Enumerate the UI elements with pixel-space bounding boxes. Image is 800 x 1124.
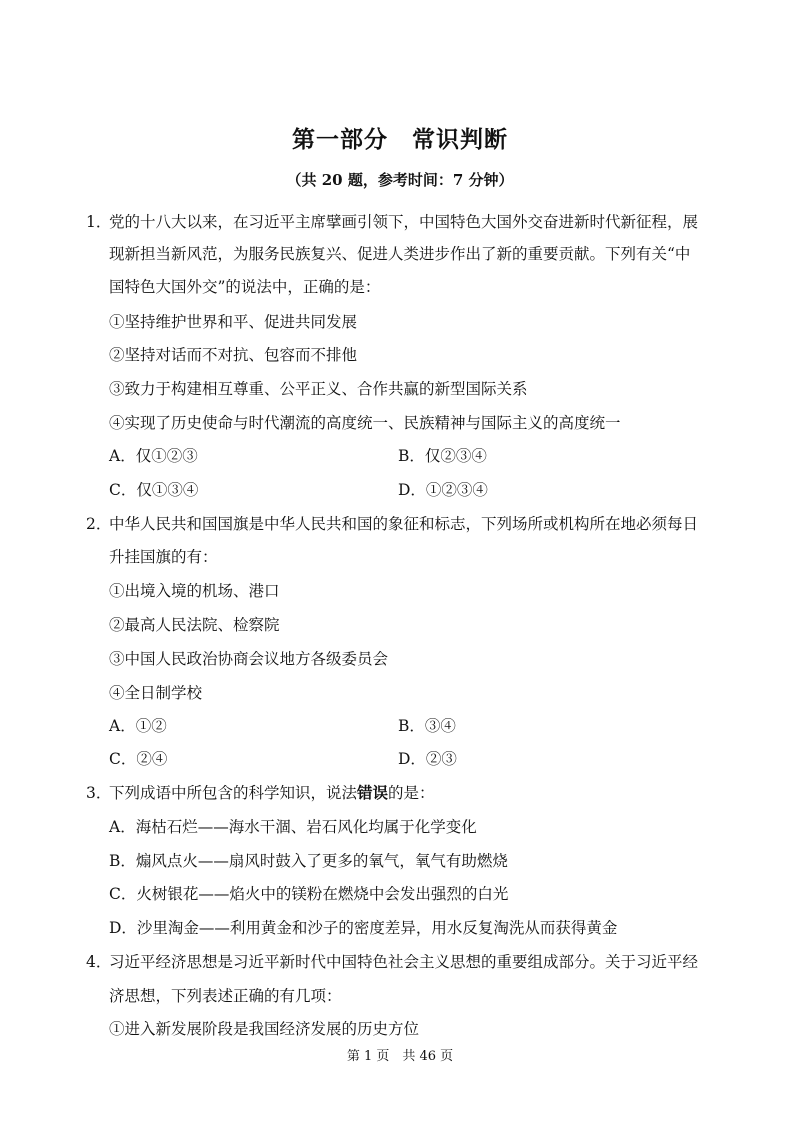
page-subtitle: （共 20 题，参考时间：7 分钟） <box>286 171 514 189</box>
question-number: 3． <box>86 784 112 802</box>
question-stem-line: 济思想，下列表述正确的有几项： <box>109 987 342 1005</box>
stem-text: 的是： <box>388 784 435 802</box>
statement: ④实现了历史使命与时代潮流的高度统一、民族精神与国际主义的高度统一 <box>109 414 621 432</box>
statement: ③中国人民政治协商会议地方各级委员会 <box>109 650 389 668</box>
option-c: C．仅①③④ <box>109 481 199 499</box>
option-b: B．仅②③④ <box>398 447 487 465</box>
statement: ①进入新发展阶段是我国经济发展的历史方位 <box>109 1020 420 1038</box>
question-stem-line: 中华人民共和国国旗是中华人民共和国的象征和标志，下列场所或机构所在地必须每日 <box>109 515 699 533</box>
emphasis-text: 错误 <box>357 783 389 802</box>
question-number: 2． <box>86 515 112 533</box>
statement: ②最高人民法院、检察院 <box>109 616 280 634</box>
statement: ①出境入境的机场、港口 <box>109 582 280 600</box>
statement: ①坚持维护世界和平、促进共同发展 <box>109 313 358 331</box>
option-d: D．沙里淘金——利用黄金和沙子的密度差异，用水反复淘洗从而获得黄金 <box>109 919 618 937</box>
option-d: D．②③ <box>398 750 457 768</box>
question-stem-line <box>109 783 435 803</box>
option-b: B．③④ <box>398 717 456 735</box>
question-stem-line: 国特色大国外交”的说法中，正确的是： <box>109 278 381 296</box>
question-stem-line: 党的十八大以来，在习近平主席擘画引领下，中国特色大国外交奋进新时代新征程，展 <box>109 213 699 231</box>
page-title: 第一部分 常识判断 <box>292 127 508 153</box>
statement: ②坚持对话而不对抗、包容而不排他 <box>109 346 358 364</box>
question-stem-line: 现新担当新风范，为服务民族复兴、促进人类进步作出了新的重要贡献。下列有关“中 <box>109 245 691 263</box>
question-stem-line: 习近平经济思想是习近平新时代中国特色社会主义思想的重要组成部分。关于习近平经 <box>109 953 699 971</box>
option-a: A．①② <box>109 717 167 735</box>
option-d: D．①②③④ <box>398 481 488 499</box>
page-footer: 第 1 页 共 46 页 <box>346 1049 454 1064</box>
option-a: A．仅①②③ <box>109 447 198 465</box>
question-stem-line: 升挂国旗的有： <box>109 548 218 566</box>
question-number: 1． <box>86 213 112 231</box>
stem-text: 下列成语中所包含的科学知识，说法 <box>109 784 358 802</box>
option-a: A．海枯石烂——海水干涸、岩石风化均属于化学变化 <box>109 818 477 836</box>
statement: ③致力于构建相互尊重、公平正义、合作共赢的新型国际关系 <box>109 380 528 398</box>
question-number: 4． <box>86 953 112 971</box>
option-c: C．②④ <box>109 750 168 768</box>
option-b: B．煽风点火——扇风时鼓入了更多的氧气，氧气有助燃烧 <box>109 852 508 870</box>
statement: ④全日制学校 <box>109 684 203 702</box>
option-c: C．火树银花——焰火中的镁粉在燃烧中会发出强烈的白光 <box>109 885 509 903</box>
